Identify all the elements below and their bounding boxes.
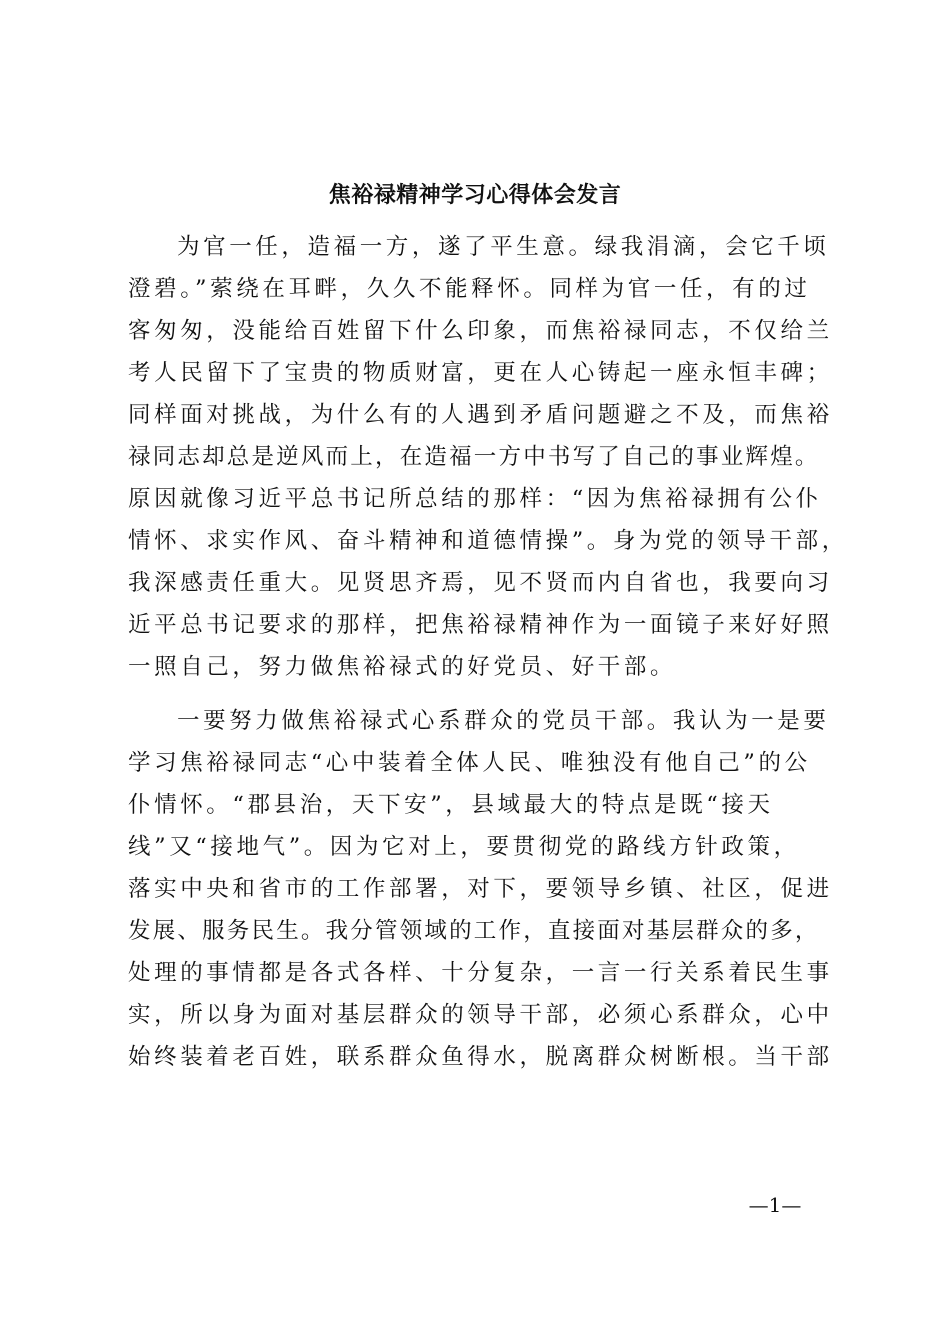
paragraph-2-line-2: 学习焦裕禄同志“心中装着全体人民、唯独没有他自己”的公	[128, 750, 811, 776]
paragraph-1-line-7: 原因就像习近平总书记所总结的那样：“因为焦裕禄拥有公仆	[128, 486, 822, 512]
paragraph-2-line-1: 一要努力做焦裕禄式心系群众的党员干部。我认为一是要	[177, 708, 830, 734]
paragraph-1-line-10: 近平总书记要求的那样，把焦裕禄精神作为一面镜子来好好照	[128, 612, 833, 638]
paragraph-1-line-9: 我深感责任重大。见贤思齐焉，见不贤而内自省也，我要向习	[128, 570, 833, 596]
paragraph-1-line-3: 客匆匆，没能给百姓留下什么印象，而焦裕禄同志，不仅给兰	[128, 318, 833, 344]
document-body	[128, 226, 848, 1078]
paragraph-2-line-7: 处理的事情都是各式各样、十分复杂，一言一行关系着民生事	[128, 960, 833, 986]
paragraph-2-line-8: 实，所以身为面对基层群众的领导干部，必须心系群众，心中	[128, 1002, 833, 1028]
paragraph-2-line-4: 线”又“接地气”。因为它对上，要贯彻党的路线方针政策，	[128, 834, 800, 860]
paragraph-2-line-6: 发展、服务民生。我分管领域的工作，直接面对基层群众的多，	[128, 918, 820, 944]
paragraph-1-line-8: 情怀、求实作风、奋斗精神和道德情操”。身为党的领导干部，	[128, 528, 848, 554]
paragraph-1-line-6: 禄同志却总是逆风而上，在造福一方中书写了自己的事业辉煌。	[128, 444, 820, 470]
page-number: —1—	[748, 1193, 802, 1217]
paragraph-2-line-5: 落实中央和省市的工作部署，对下，要领导乡镇、社区，促进	[128, 876, 833, 902]
paragraph-1-line-4: 考人民留下了宝贵的物质财富，更在人心铸起一座永恒丰碑；	[128, 360, 833, 386]
paragraph-2-line-3: 仆情怀。“郡县治，天下安”，县域最大的特点是既“接天	[128, 792, 774, 818]
paragraph-gap	[128, 688, 828, 700]
paragraph-1-line-5: 同样面对挑战，为什么有的人遇到矛盾问题避之不及，而焦裕	[128, 402, 833, 428]
paragraph-1-line-1: 为官一任，造福一方，遂了平生意。绿我涓滴，会它千顷	[177, 234, 830, 260]
paragraph-1-line-11: 一照自己，努力做焦裕禄式的好党员、好干部。	[128, 654, 677, 680]
paragraph-1-line-2: 澄碧。”萦绕在耳畔，久久不能释怀。同样为官一任，有的过	[128, 276, 811, 302]
paragraph-2-line-9: 始终装着老百姓，联系群众鱼得水，脱离群众树断根。当干部	[128, 1044, 833, 1070]
document-title: 焦裕禄精神学习心得体会发言	[328, 182, 622, 208]
